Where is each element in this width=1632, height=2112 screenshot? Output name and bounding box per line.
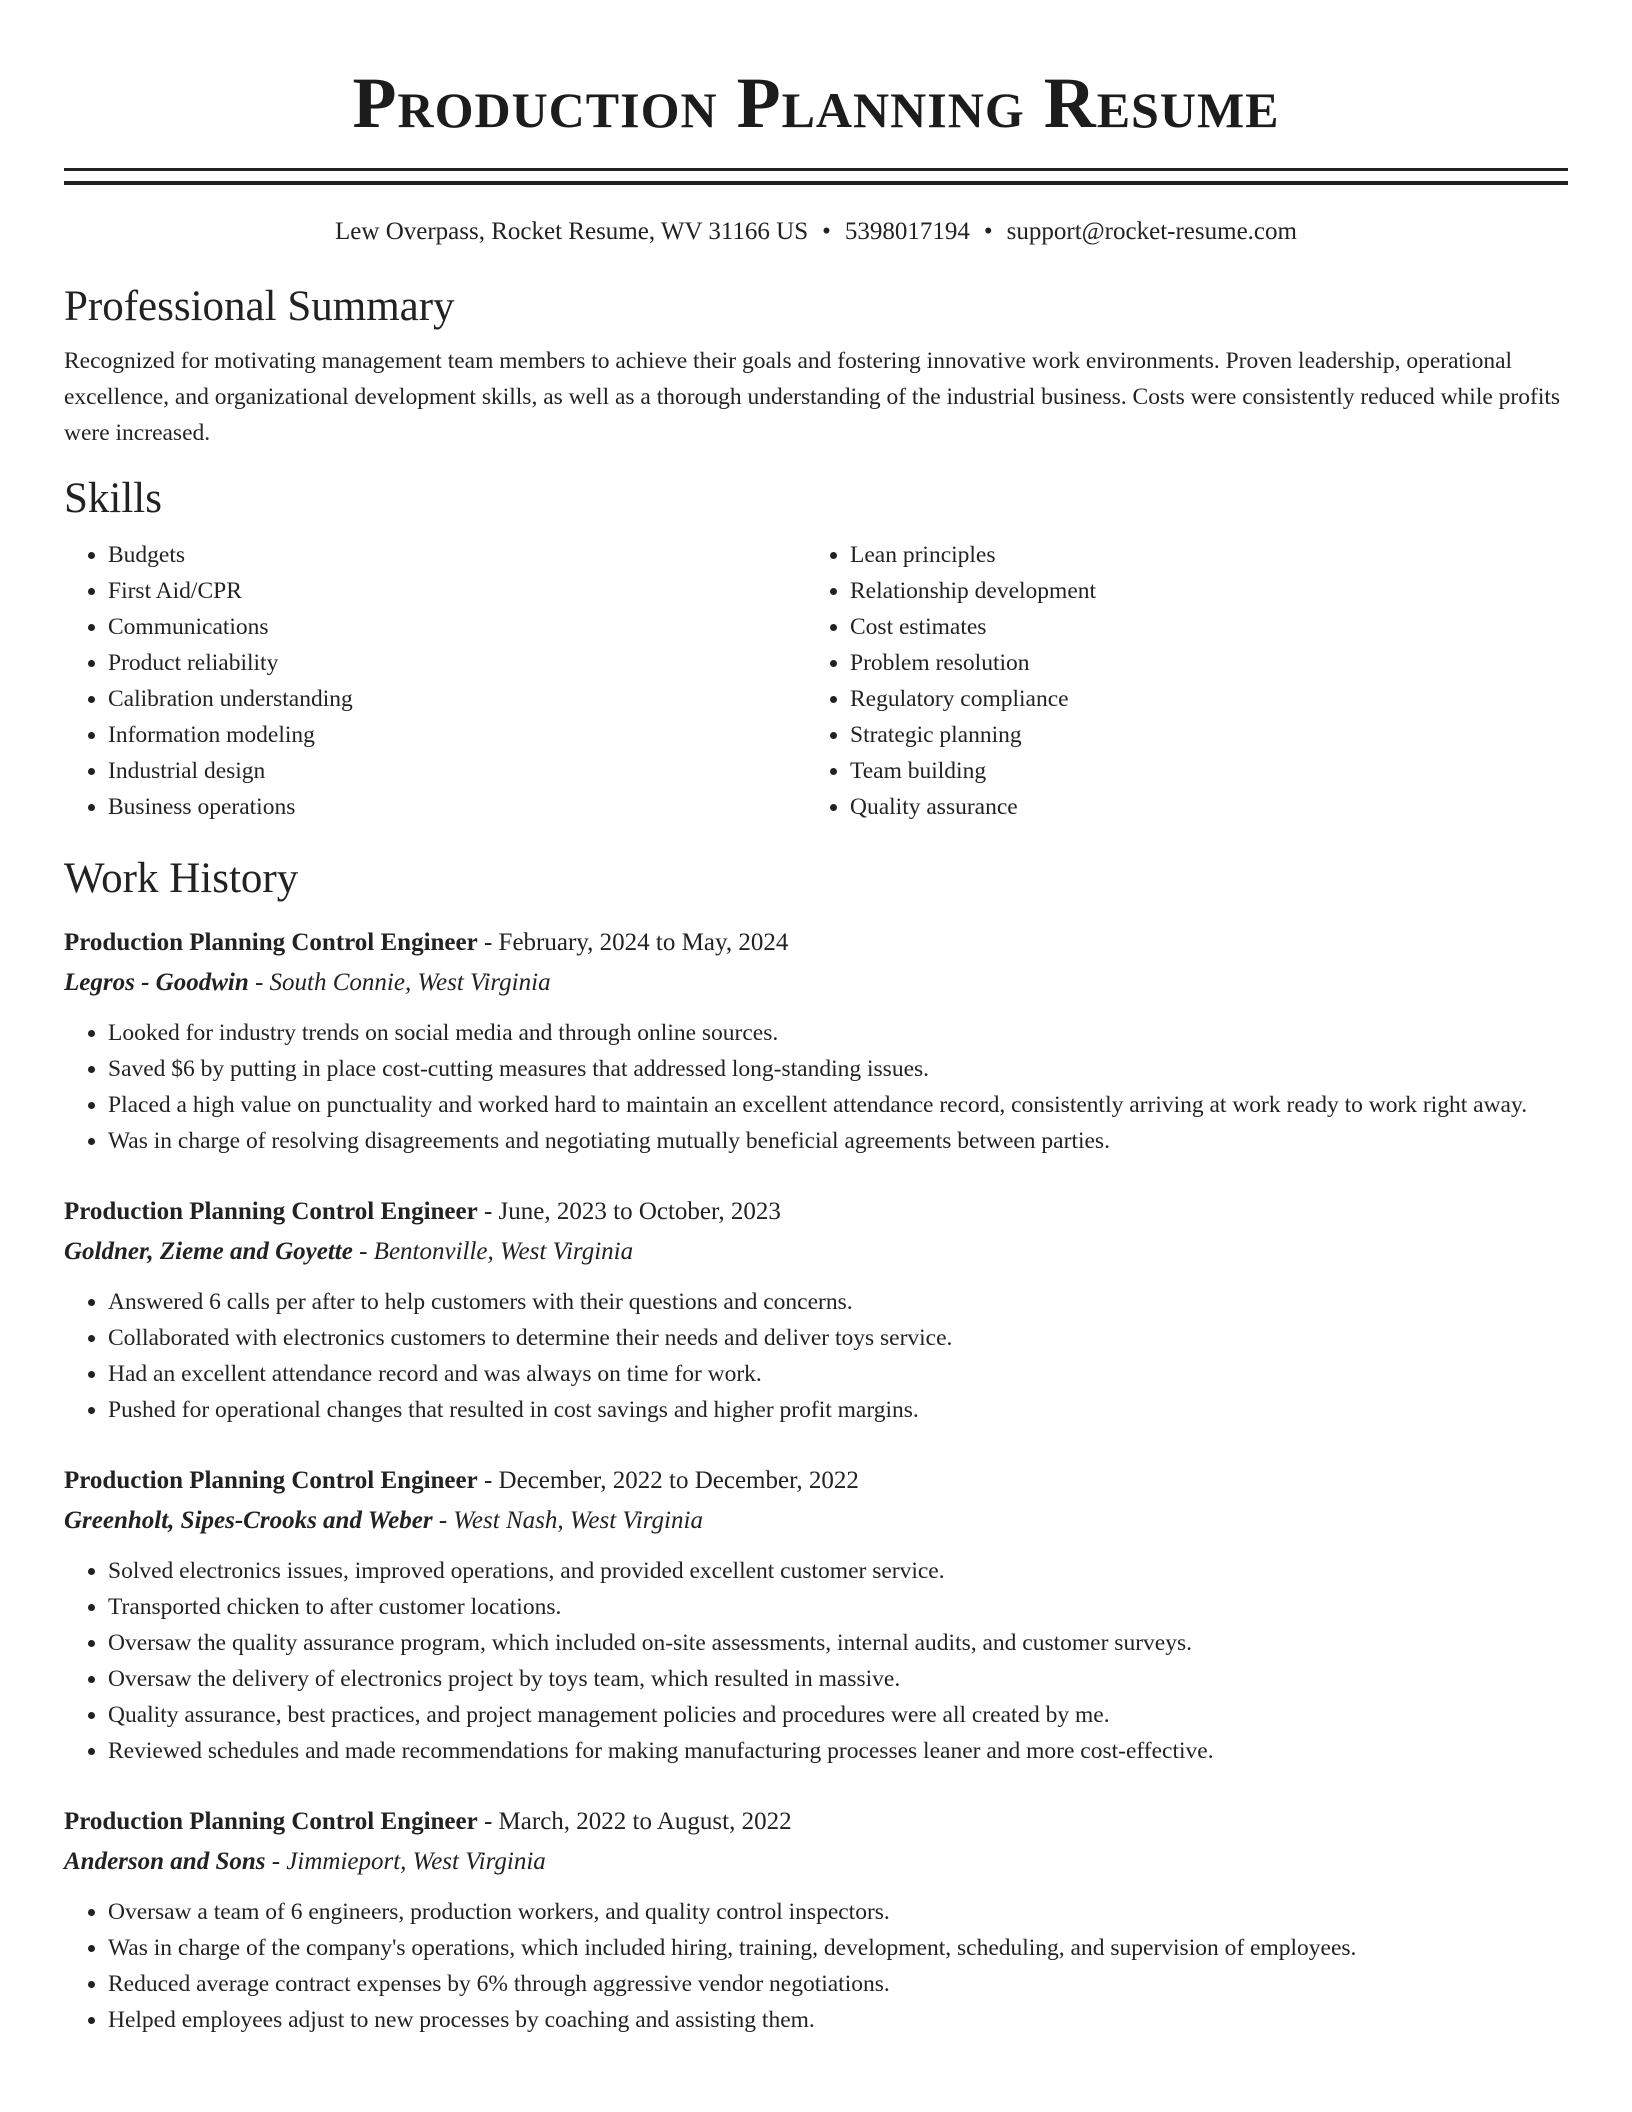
skills-heading: Skills <box>64 475 162 522</box>
summary-text: Recognized for motivating management team members to achieve their goals and fostering innovative work environments. Proven leadership, operational excellence, and organizational development skills, as well as a thorough understanding of the industrial business. Costs were consistently reduced while profits were increased. <box>64 348 1561 446</box>
skill-item: • Team building <box>850 753 1548 789</box>
company-name: Goldner, Zieme and Goyette <box>64 1238 353 1265</box>
job-bullet: • Transported chicken to after customer locations. <box>108 1589 1568 1625</box>
job-entry <box>64 1192 1568 1428</box>
job-bullet: • Reduced average contract expenses by 6% through aggressive vendor negotiations. <box>108 1966 1568 2002</box>
company-line <box>64 1842 1568 1882</box>
company-line <box>64 1232 1568 1272</box>
skill-item: • Relationship development <box>850 573 1548 609</box>
contact-phone: 5398017194 <box>844 218 970 245</box>
job-bullet: • Had an excellent attendance record and was always on time for work. <box>108 1356 1568 1392</box>
skill-item: • Regulatory compliance <box>850 681 1548 717</box>
company-name: Legros - Goodwin <box>64 969 249 996</box>
company-name: Greenholt, Sipes-Crooks and Weber <box>64 1507 433 1534</box>
job-dates: - June, 2023 to October, 2023 <box>477 1198 781 1225</box>
company-location: - West Nash, West Virginia <box>432 1507 703 1534</box>
job-dates: - March, 2022 to August, 2022 <box>477 1808 792 1835</box>
job-header <box>64 1802 1568 1842</box>
job-bullet: • Helped employees adjust to new processes by coaching and assisting them. <box>108 2002 1568 2038</box>
job-bullet: • Was in charge of the company's operations, which included hiring, training, development, scheduling, and supervision of employees. <box>108 1930 1568 1966</box>
skill-item: • Quality assurance <box>850 789 1548 825</box>
company-line <box>64 1501 1568 1541</box>
job-bullet: • Pushed for operational changes that resulted in cost savings and higher profit margins. <box>108 1392 1568 1428</box>
contact-email: support@rocket-resume.com <box>1006 218 1297 245</box>
job-title: Production Planning Control Engineer <box>64 1808 478 1835</box>
company-location: - South Connie, West Virginia <box>248 969 551 996</box>
skill-item: • Lean principles <box>850 537 1548 573</box>
job-bullet: • Looked for industry trends on social media and through online sources. <box>108 1015 1568 1051</box>
job-bullet: • Placed a high value on punctuality and worked hard to maintain an excellent attendance record, consistently arriving at work ready to work right away. <box>108 1087 1568 1123</box>
skill-item: • Cost estimates <box>850 609 1548 645</box>
skill-item: • Budgets <box>108 537 806 573</box>
job-bullets <box>64 1553 1568 1769</box>
skill-item: • Product reliability <box>108 645 806 681</box>
job-bullets <box>64 1894 1568 2038</box>
skill-item: • Strategic planning <box>850 717 1548 753</box>
skill-item: • Calibration understanding <box>108 681 806 717</box>
contact-separator: • <box>822 218 831 245</box>
skill-item: • First Aid/CPR <box>108 573 806 609</box>
job-bullet: • Solved electronics issues, improved operations, and provided excellent customer service. <box>108 1553 1568 1589</box>
company-location: - Jimmieport, West Virginia <box>265 1848 546 1875</box>
job-entry <box>64 1461 1568 1769</box>
title-divider <box>64 168 1568 185</box>
contact-separator: • <box>983 218 993 245</box>
job-title: Production Planning Control Engineer <box>64 929 478 956</box>
job-header <box>64 923 1568 963</box>
job-bullet: • Oversaw a team of 6 engineers, production workers, and quality control inspectors. <box>108 1894 1568 1930</box>
skills-columns <box>64 537 1568 825</box>
job-title: Production Planning Control Engineer <box>64 1198 478 1225</box>
company-location: - Bentonville, West Virginia <box>352 1238 634 1265</box>
job-bullet: • Saved $6 by putting in place cost-cutting measures that addressed long-standing issues. <box>108 1051 1568 1087</box>
job-bullet: • Collaborated with electronics customers to determine their needs and deliver toys service. <box>108 1320 1568 1356</box>
job-bullet: • Was in charge of resolving disagreements and negotiating mutually beneficial agreements between parties. <box>108 1123 1568 1159</box>
skill-item: • Business operations <box>108 789 806 825</box>
skills-list-left <box>64 537 806 825</box>
company-name: Anderson and Sons <box>64 1848 266 1875</box>
job-bullet: • Oversaw the quality assurance program, which included on-site assessments, internal audits, and customer surveys. <box>108 1625 1568 1661</box>
contact-line <box>64 215 1568 249</box>
contact-address: Lew Overpass, Rocket Resume, WV 31166 US <box>335 218 809 245</box>
resume-title: Production Planning Resume <box>352 63 1280 143</box>
skill-item: • Communications <box>108 609 806 645</box>
job-bullet: • Reviewed schedules and made recommendations for making manufacturing processes leaner and more cost-effective. <box>108 1733 1568 1769</box>
job-bullets <box>64 1284 1568 1428</box>
job-header <box>64 1192 1568 1232</box>
job-bullet: • Answered 6 calls per after to help customers with their questions and concerns. <box>108 1284 1568 1320</box>
summary-heading: Professional Summary <box>64 283 455 330</box>
skill-item: • Industrial design <box>108 753 806 789</box>
job-bullet: • Quality assurance, best practices, and project management policies and procedures were all created by me. <box>108 1697 1568 1733</box>
job-bullets <box>64 1015 1568 1159</box>
skill-item: • Problem resolution <box>850 645 1548 681</box>
job-dates: - December, 2022 to December, 2022 <box>477 1467 859 1494</box>
job-title: Production Planning Control Engineer <box>64 1467 478 1494</box>
job-bullet: • Oversaw the delivery of electronics project by toys team, which resulted in massive. <box>108 1661 1568 1697</box>
skills-list-right <box>806 537 1548 825</box>
job-header <box>64 1461 1568 1501</box>
job-entry <box>64 923 1568 1159</box>
skill-item: • Information modeling <box>108 717 806 753</box>
resume-page <box>64 0 1568 2038</box>
work-history-heading: Work History <box>64 855 299 902</box>
job-dates: - February, 2024 to May, 2024 <box>477 929 789 956</box>
job-entry <box>64 1802 1568 2038</box>
company-line <box>64 963 1568 1003</box>
